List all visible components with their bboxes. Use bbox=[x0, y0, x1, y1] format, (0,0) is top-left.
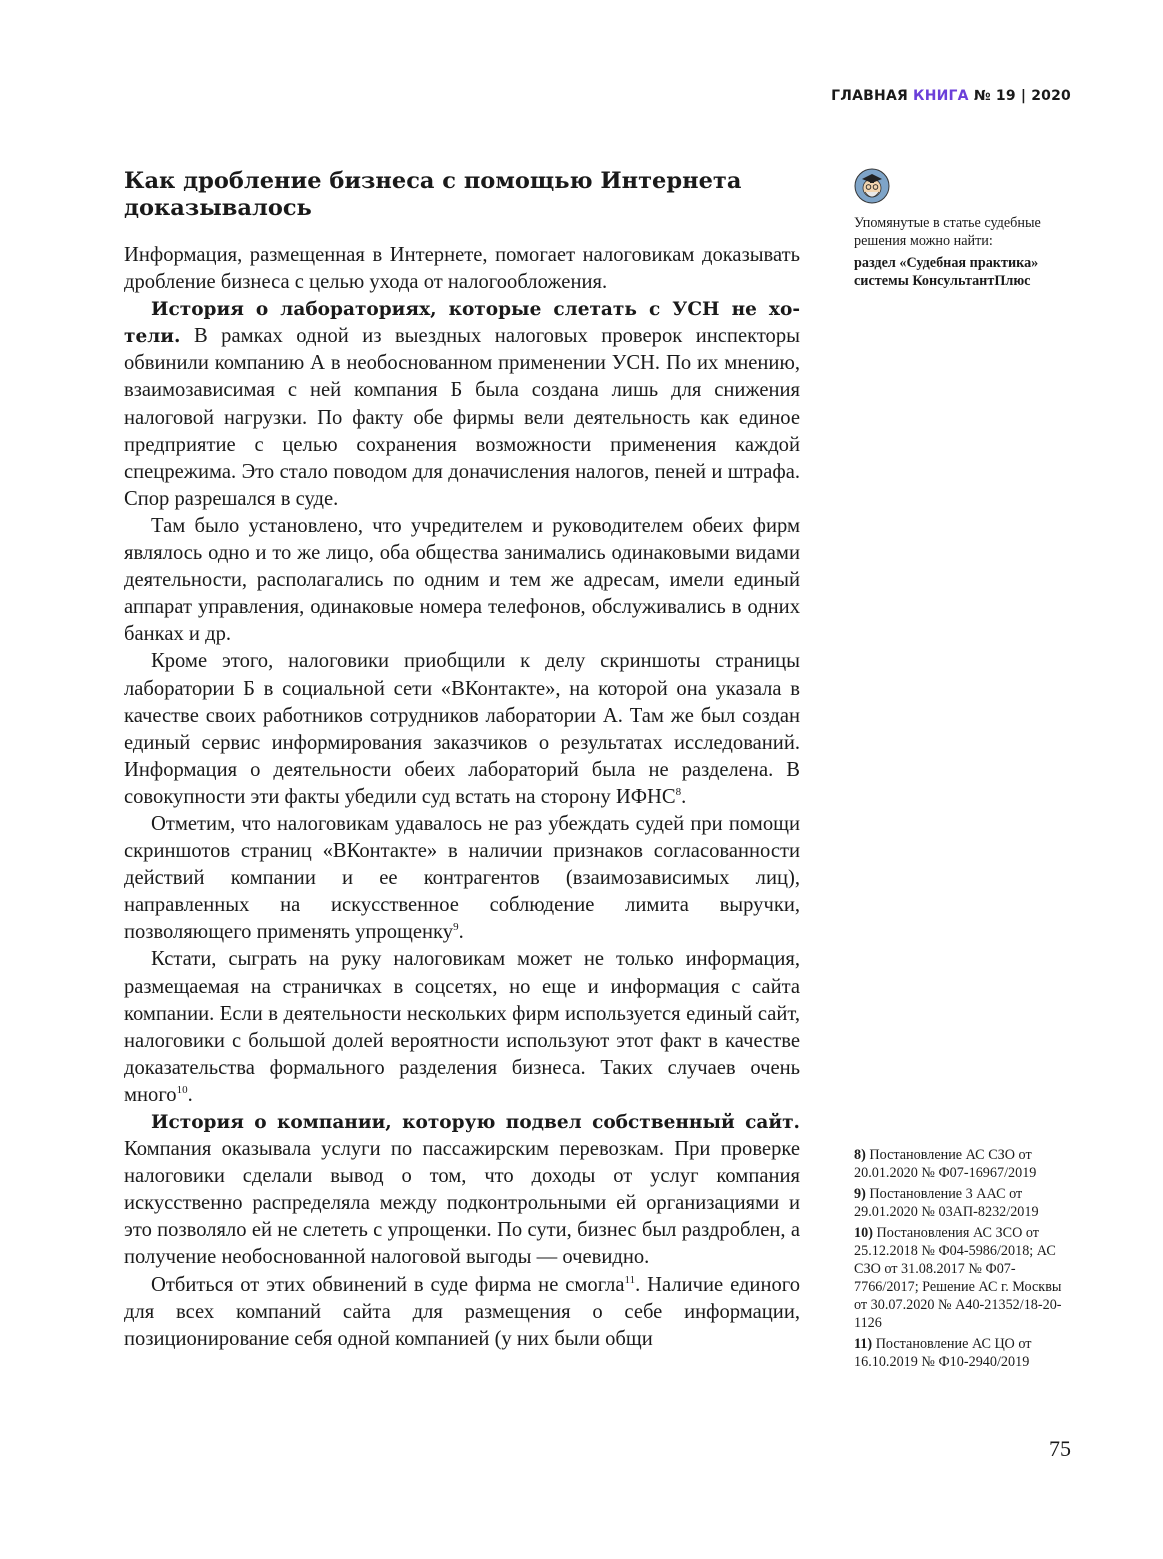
paragraph-3-end: . bbox=[681, 785, 687, 808]
story2-paragraph bbox=[124, 1109, 800, 1272]
footnote-number: 8) bbox=[854, 1147, 866, 1163]
story1-text: В рамках одной из выездных налоговых проверок инспекторы обвинили компанию А в необоснованном применении УСН. По их мнению, взаимозависимая с ней компания Б была создана лишь для снижения налоговой нагрузки. По факту обе фирмы вели деятельность как единое предприятие с целью сохранения возможности применения каждой спецрежима. Это стало поводом для доначисления налогов, пеней и штрафа. Спор разрешался в суде. bbox=[124, 325, 800, 510]
footnote-text: Постановления АС ЗСО от 25.12.2018 № Ф04-5986/2018; АС СЗО от 31.08.2017 № Ф07-7766/2017; Решение АС г. Москвы от 30.07.2020 № А40-21352/18-20-1126 bbox=[854, 1225, 1062, 1331]
footnote-text: Постановление 3 ААС от 29.01.2020 № 03АП-8232/2019 bbox=[854, 1186, 1039, 1220]
article-title: Как дробление бизнеса с помощью Интернета доказывалось bbox=[124, 168, 742, 221]
story1-heading: История о лабораториях, которые слетать с УСН не хотели. bbox=[124, 299, 800, 348]
paragraph-7-text: Отбиться от этих обвинений в суде фирма не смогла bbox=[151, 1273, 625, 1296]
paragraph-4 bbox=[124, 811, 800, 946]
paragraph-4-end: . bbox=[458, 921, 464, 944]
footnote-ref-8[interactable]: 8 bbox=[675, 786, 682, 799]
footnote-number: 11) bbox=[854, 1336, 873, 1352]
paragraph-7-rest: . Наличие единого для всех компаний сайта для размещения о себе информации, позиционирование себя одной компанией (у них были общи bbox=[124, 1273, 800, 1350]
footnote-10 bbox=[854, 1224, 1074, 1332]
footnote-ref-10[interactable]: 10 bbox=[176, 1084, 188, 1097]
footnote-8 bbox=[854, 1146, 1074, 1182]
brand-main: ГЛАВНАЯ bbox=[831, 88, 908, 104]
sidebar-source: раздел «Судебная практика» системы КонсультантПлюс bbox=[854, 255, 1039, 289]
footnote-text: Постановление АС ЦО от 16.10.2019 № Ф10-2940/2019 bbox=[854, 1336, 1032, 1370]
professor-avatar-icon bbox=[854, 168, 890, 204]
paragraph-2: Там было установлено, что учредителем и руководителем обеих фирм являлось одно и то же лицо, оба общества занимались одинаковыми видами деятельности, располагались по одним и тем же адресам, имели единый аппарат управления, одинаковые номера телефонов, обслуживались в одних банках и др. bbox=[124, 514, 800, 646]
footnote-number: 9) bbox=[854, 1186, 866, 1202]
footnote-ref-9[interactable]: 9 bbox=[453, 921, 459, 934]
paragraph-5 bbox=[124, 946, 800, 1109]
footnote-text: Постановление АС СЗО от 20.01.2020 № Ф07-16967/2019 bbox=[854, 1147, 1037, 1181]
paragraph-5-text: Кстати, сыграть на руку налоговикам может не только информация, размещаемая на страничках в соцсетях, но еще и информация с сайта компании. Если в деятельности нескольких фирм используется единый сайт, налоговики с большой долей вероятности используют этот факт в качестве доказательства формального разделения бизнеса. Таких случаев очень много bbox=[124, 948, 800, 1106]
footnote-ref-11[interactable]: 11 bbox=[624, 1273, 636, 1286]
sidebar-note bbox=[854, 214, 1074, 290]
footnote-11 bbox=[854, 1335, 1074, 1371]
page-number: 75 bbox=[1049, 1436, 1071, 1461]
footnote-number: 10) bbox=[854, 1225, 873, 1241]
story2-text: Компания оказывала услуги по пассажирским перевозкам. При проверке налоговики сделали вывод о том, что доходы от услуг компания искусственно распределяла между подконтрольными ей организациями и это позволяло ей не слететь с упрощенки. По сути, бизнес был раздроблен, а получение необоснованной налоговой выгоды — очевидно. bbox=[124, 1138, 800, 1269]
footnote-9 bbox=[854, 1185, 1074, 1221]
issue-number: № 19 | 2020 bbox=[973, 88, 1071, 104]
paragraph-4-text: Отметим, что налоговикам удавалось не раз убеждать судей при помощи скриншотов страниц «ВКонтакте» в наличии признаков согласованности действий компании и ее контрагентов (взаимозависимых лиц), направленных на искусственное соблюдение лимита выручки, позволяющего применять упрощенку bbox=[124, 812, 800, 944]
paragraph-7 bbox=[124, 1272, 800, 1353]
article-body bbox=[124, 168, 800, 1353]
paragraph-3 bbox=[124, 648, 800, 811]
brand-accent: КНИГА bbox=[913, 88, 969, 104]
footnotes-list bbox=[854, 1146, 1074, 1374]
paragraph-5-end: . bbox=[187, 1083, 193, 1106]
story1-paragraph bbox=[124, 296, 800, 513]
story2-heading: История о компании, которую подвел собственный сайт. bbox=[151, 1112, 800, 1133]
paragraph-3-text: Кроме этого, налоговики приобщили к делу скриншоты страницы лаборатории Б в социальной сети «ВКонтакте», на которой она указала в качестве своих работников сотрудников лаборатории А. Там же был создан единый сервис информирования заказчиков о результатах исследований. Информация о деятельности обеих лабораторий была не разделена. В совокупности эти факты убедили суд встать на сторону ИФНС bbox=[124, 650, 800, 808]
magazine-header bbox=[831, 88, 1071, 104]
sidebar-note-text: Упомянутые в статье судебные решения можно найти: bbox=[854, 215, 1041, 249]
intro-paragraph: Информация, размещенная в Интернете, помогает налоговикам доказывать дробление бизнеса с целью ухода от налогообложения. bbox=[124, 244, 800, 294]
